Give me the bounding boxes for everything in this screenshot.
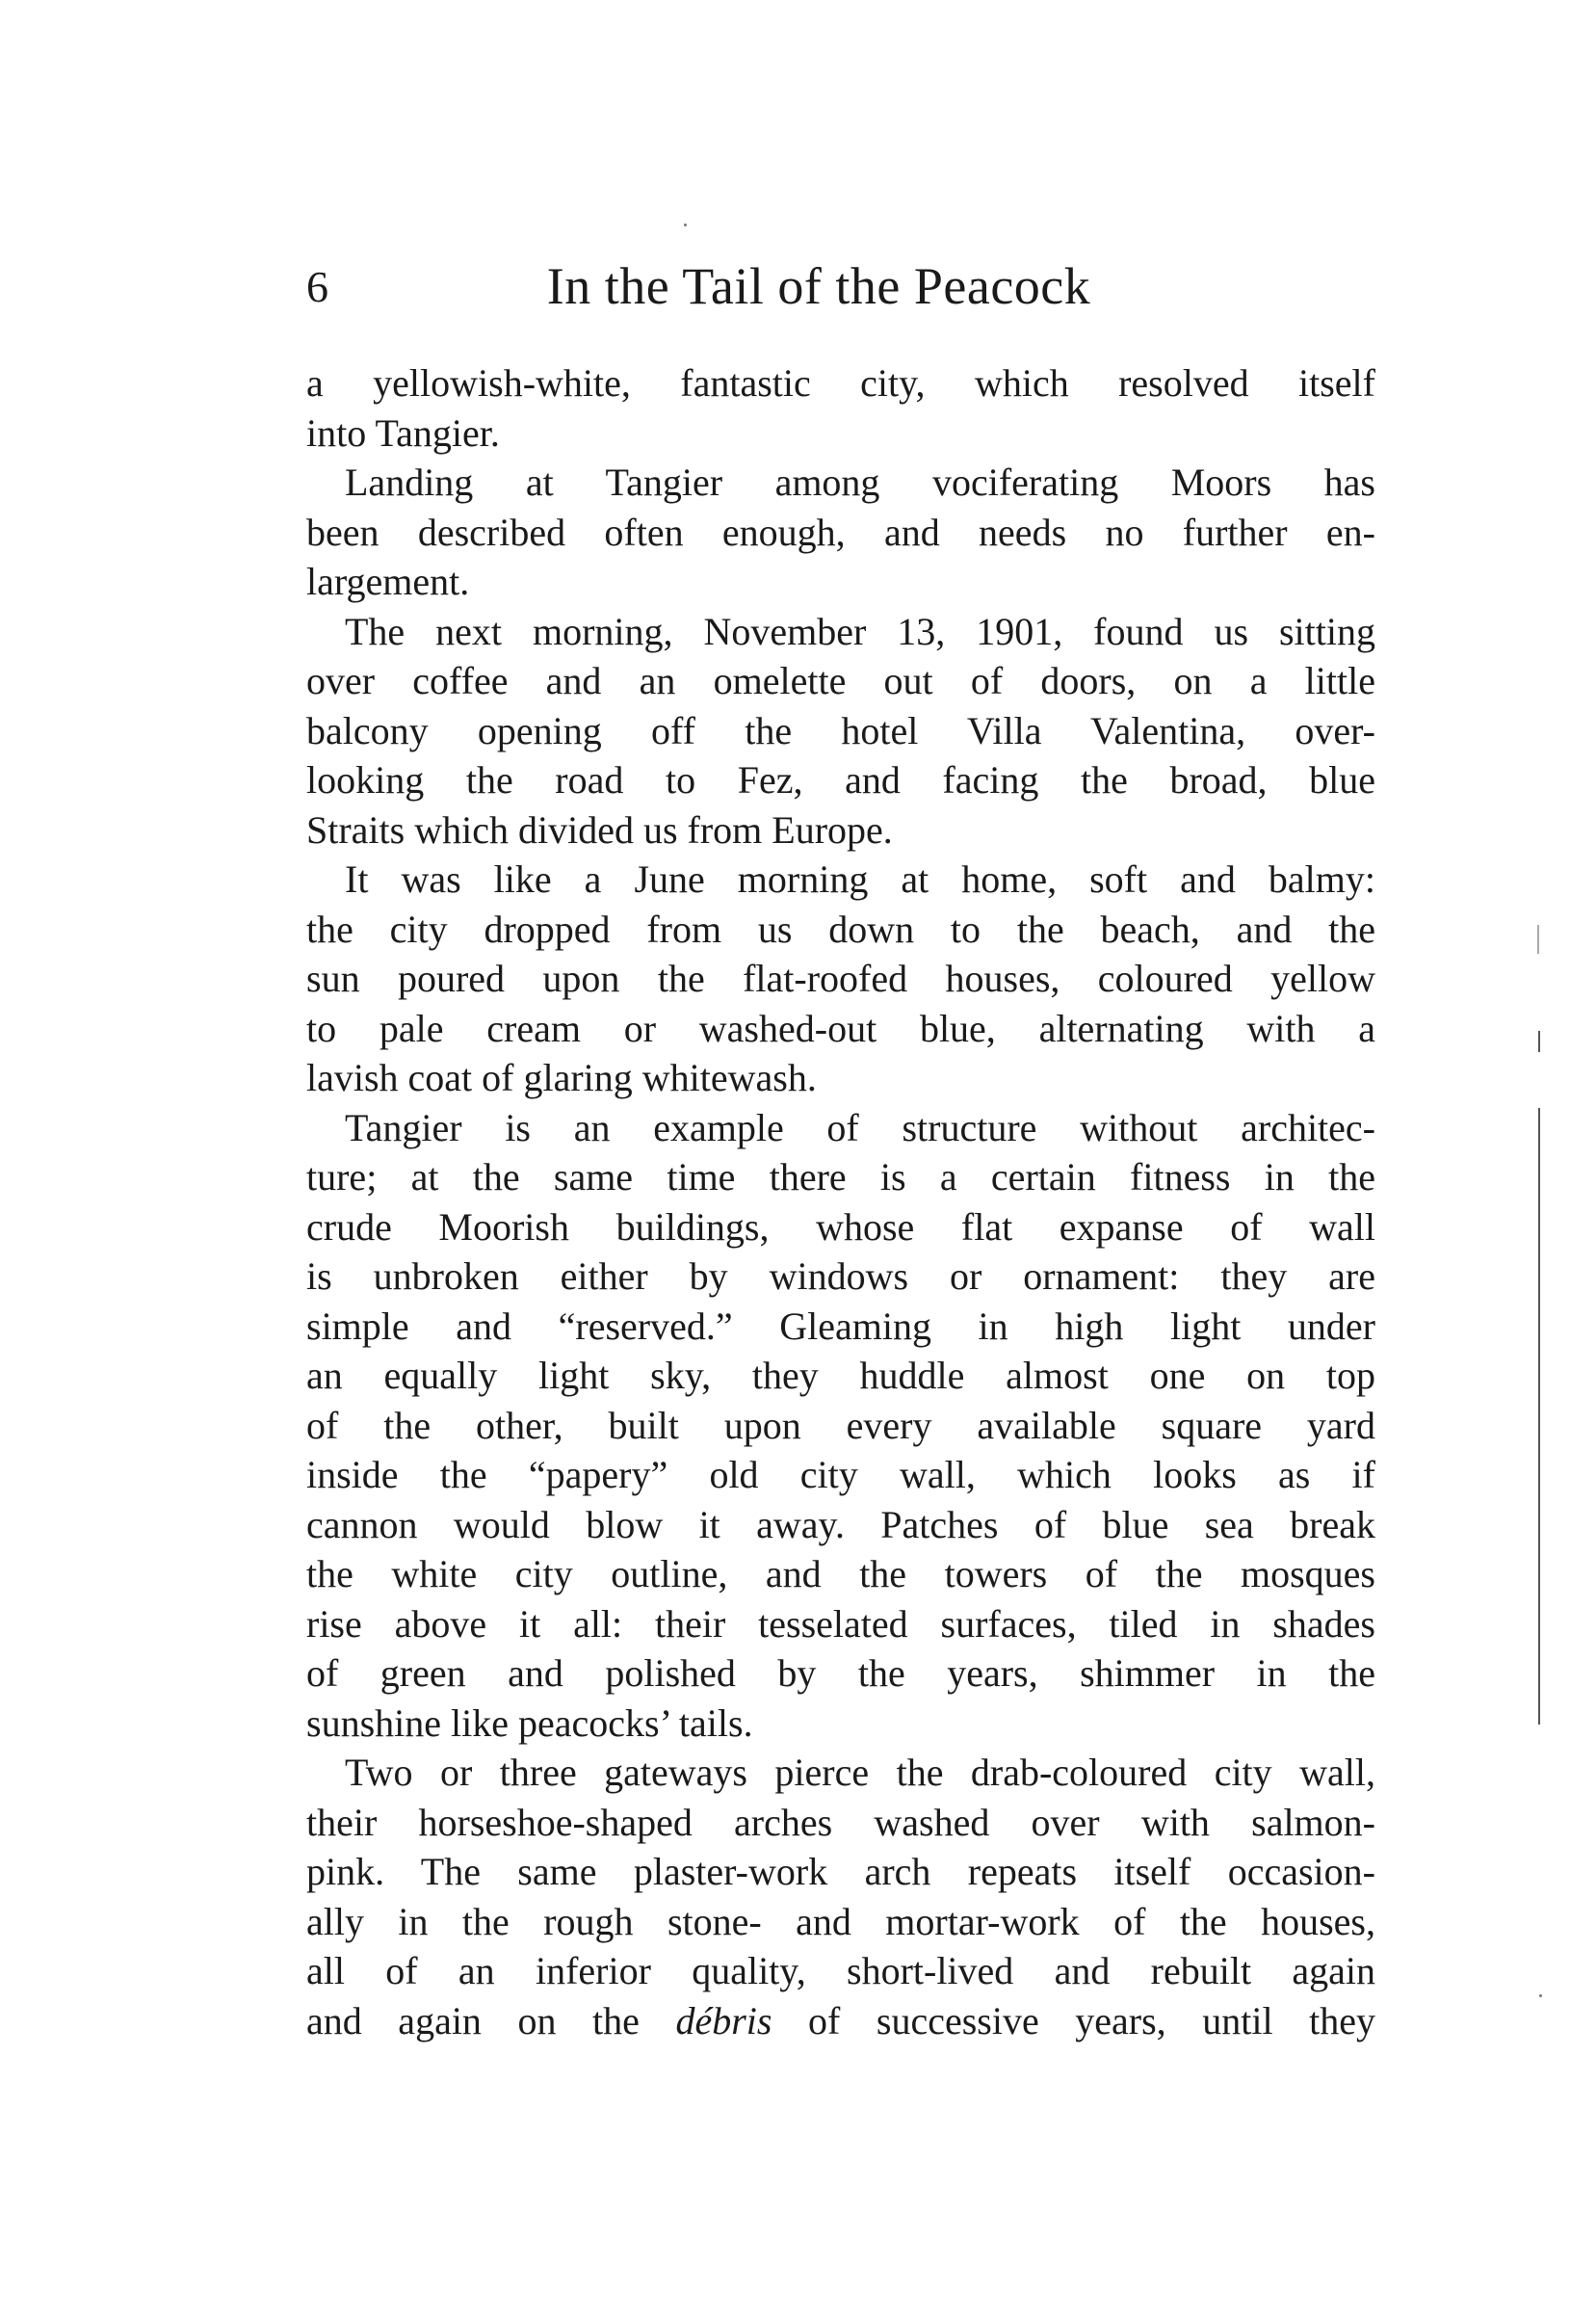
scan-speck (1539, 1994, 1542, 1997)
scan-speck (684, 224, 687, 226)
text-line: It was like a June morning at home, soft and balmy: (345, 857, 1375, 901)
text-line: over coffee and an omelette out of doors, on a little (306, 659, 1375, 702)
text-line: their horseshoe-shaped arches washed over with salmon- (306, 1800, 1375, 1844)
text-line: Tangier is an example of structure without architec- (345, 1105, 1375, 1149)
running-title: In the Tail of the Peacock (546, 257, 1091, 315)
scan-edge-mark (1538, 1031, 1540, 1052)
text-line: crude Moorish buildings, whose flat expanse of wall (306, 1204, 1375, 1249)
text-line: sunshine like peacocks’ tails. (306, 1700, 753, 1745)
text-segment: and again on the (306, 1998, 676, 2042)
text-line: sun poured upon the flat-roofed houses, coloured yellow (306, 957, 1375, 1000)
text-line: rise above it all: their tesselated surfaces, tiled in shades (306, 1601, 1375, 1646)
text-line: simple and “reserved.” Gleaming in high light under (306, 1304, 1375, 1348)
text-line: ture; at the same time there is a certain fitness in the (306, 1155, 1375, 1199)
text-line: The next morning, November 13, 1901, found us sitting (345, 609, 1375, 653)
scan-edge-mark (1537, 925, 1539, 954)
text-line: the white city outline, and the towers of the mosques (306, 1552, 1375, 1595)
text-line: a yellowish-white, fantastic city, which resolved itself (306, 361, 1375, 405)
italic-word: débris (675, 1998, 772, 2042)
body-text (306, 358, 1375, 2045)
text-line: looking the road to Fez, and facing the broad, blue (306, 758, 1375, 802)
text-line: an equally light sky, they huddle almost one on top (306, 1354, 1375, 1397)
scan-edge-mark (1538, 1108, 1540, 1725)
text-line: all of an inferior quality, short-lived and rebuilt again (306, 1949, 1375, 1992)
text-line: Two or three gateways pierce the drab-coloured city wall, (345, 1751, 1375, 1794)
text-line: balcony opening off the hotel Villa Valentina, over- (306, 708, 1375, 752)
text-line: been described often enough, and needs no further en- (306, 510, 1375, 554)
text-line: ally in the rough stone- and mortar-work of the houses, (306, 1899, 1375, 1943)
text-line: largement. (306, 560, 470, 603)
text-line: of green and polished by the years, shimmer in the (306, 1651, 1375, 1695)
page-number: 6 (306, 262, 328, 311)
text-line: inside the “papery” old city wall, which looks as if (306, 1453, 1375, 1496)
text-line: cannon would blow it away. Patches of blue sea break (306, 1502, 1375, 1546)
text-line: into Tangier. (306, 410, 500, 455)
text-line (306, 1996, 1375, 2046)
text-line: Landing at Tangier among vociferating Moors has (345, 461, 1375, 504)
text-line: Straits which divided us from Europe. (306, 807, 893, 852)
text-line: lavish coat of glaring whitewash. (306, 1056, 817, 1099)
text-line: pink. The same plaster-work arch repeats itself occasion- (306, 1850, 1375, 1893)
text-line: the city dropped from us down to the beach, and the (306, 907, 1375, 951)
text-line: to pale cream or washed-out blue, alternating with a (306, 1006, 1375, 1050)
text-line: of the other, built upon every available square yard (306, 1403, 1375, 1447)
text-line: is unbroken either by windows or ornament: they are (306, 1254, 1375, 1298)
text-segment: of successive years, until they (772, 1998, 1375, 2042)
